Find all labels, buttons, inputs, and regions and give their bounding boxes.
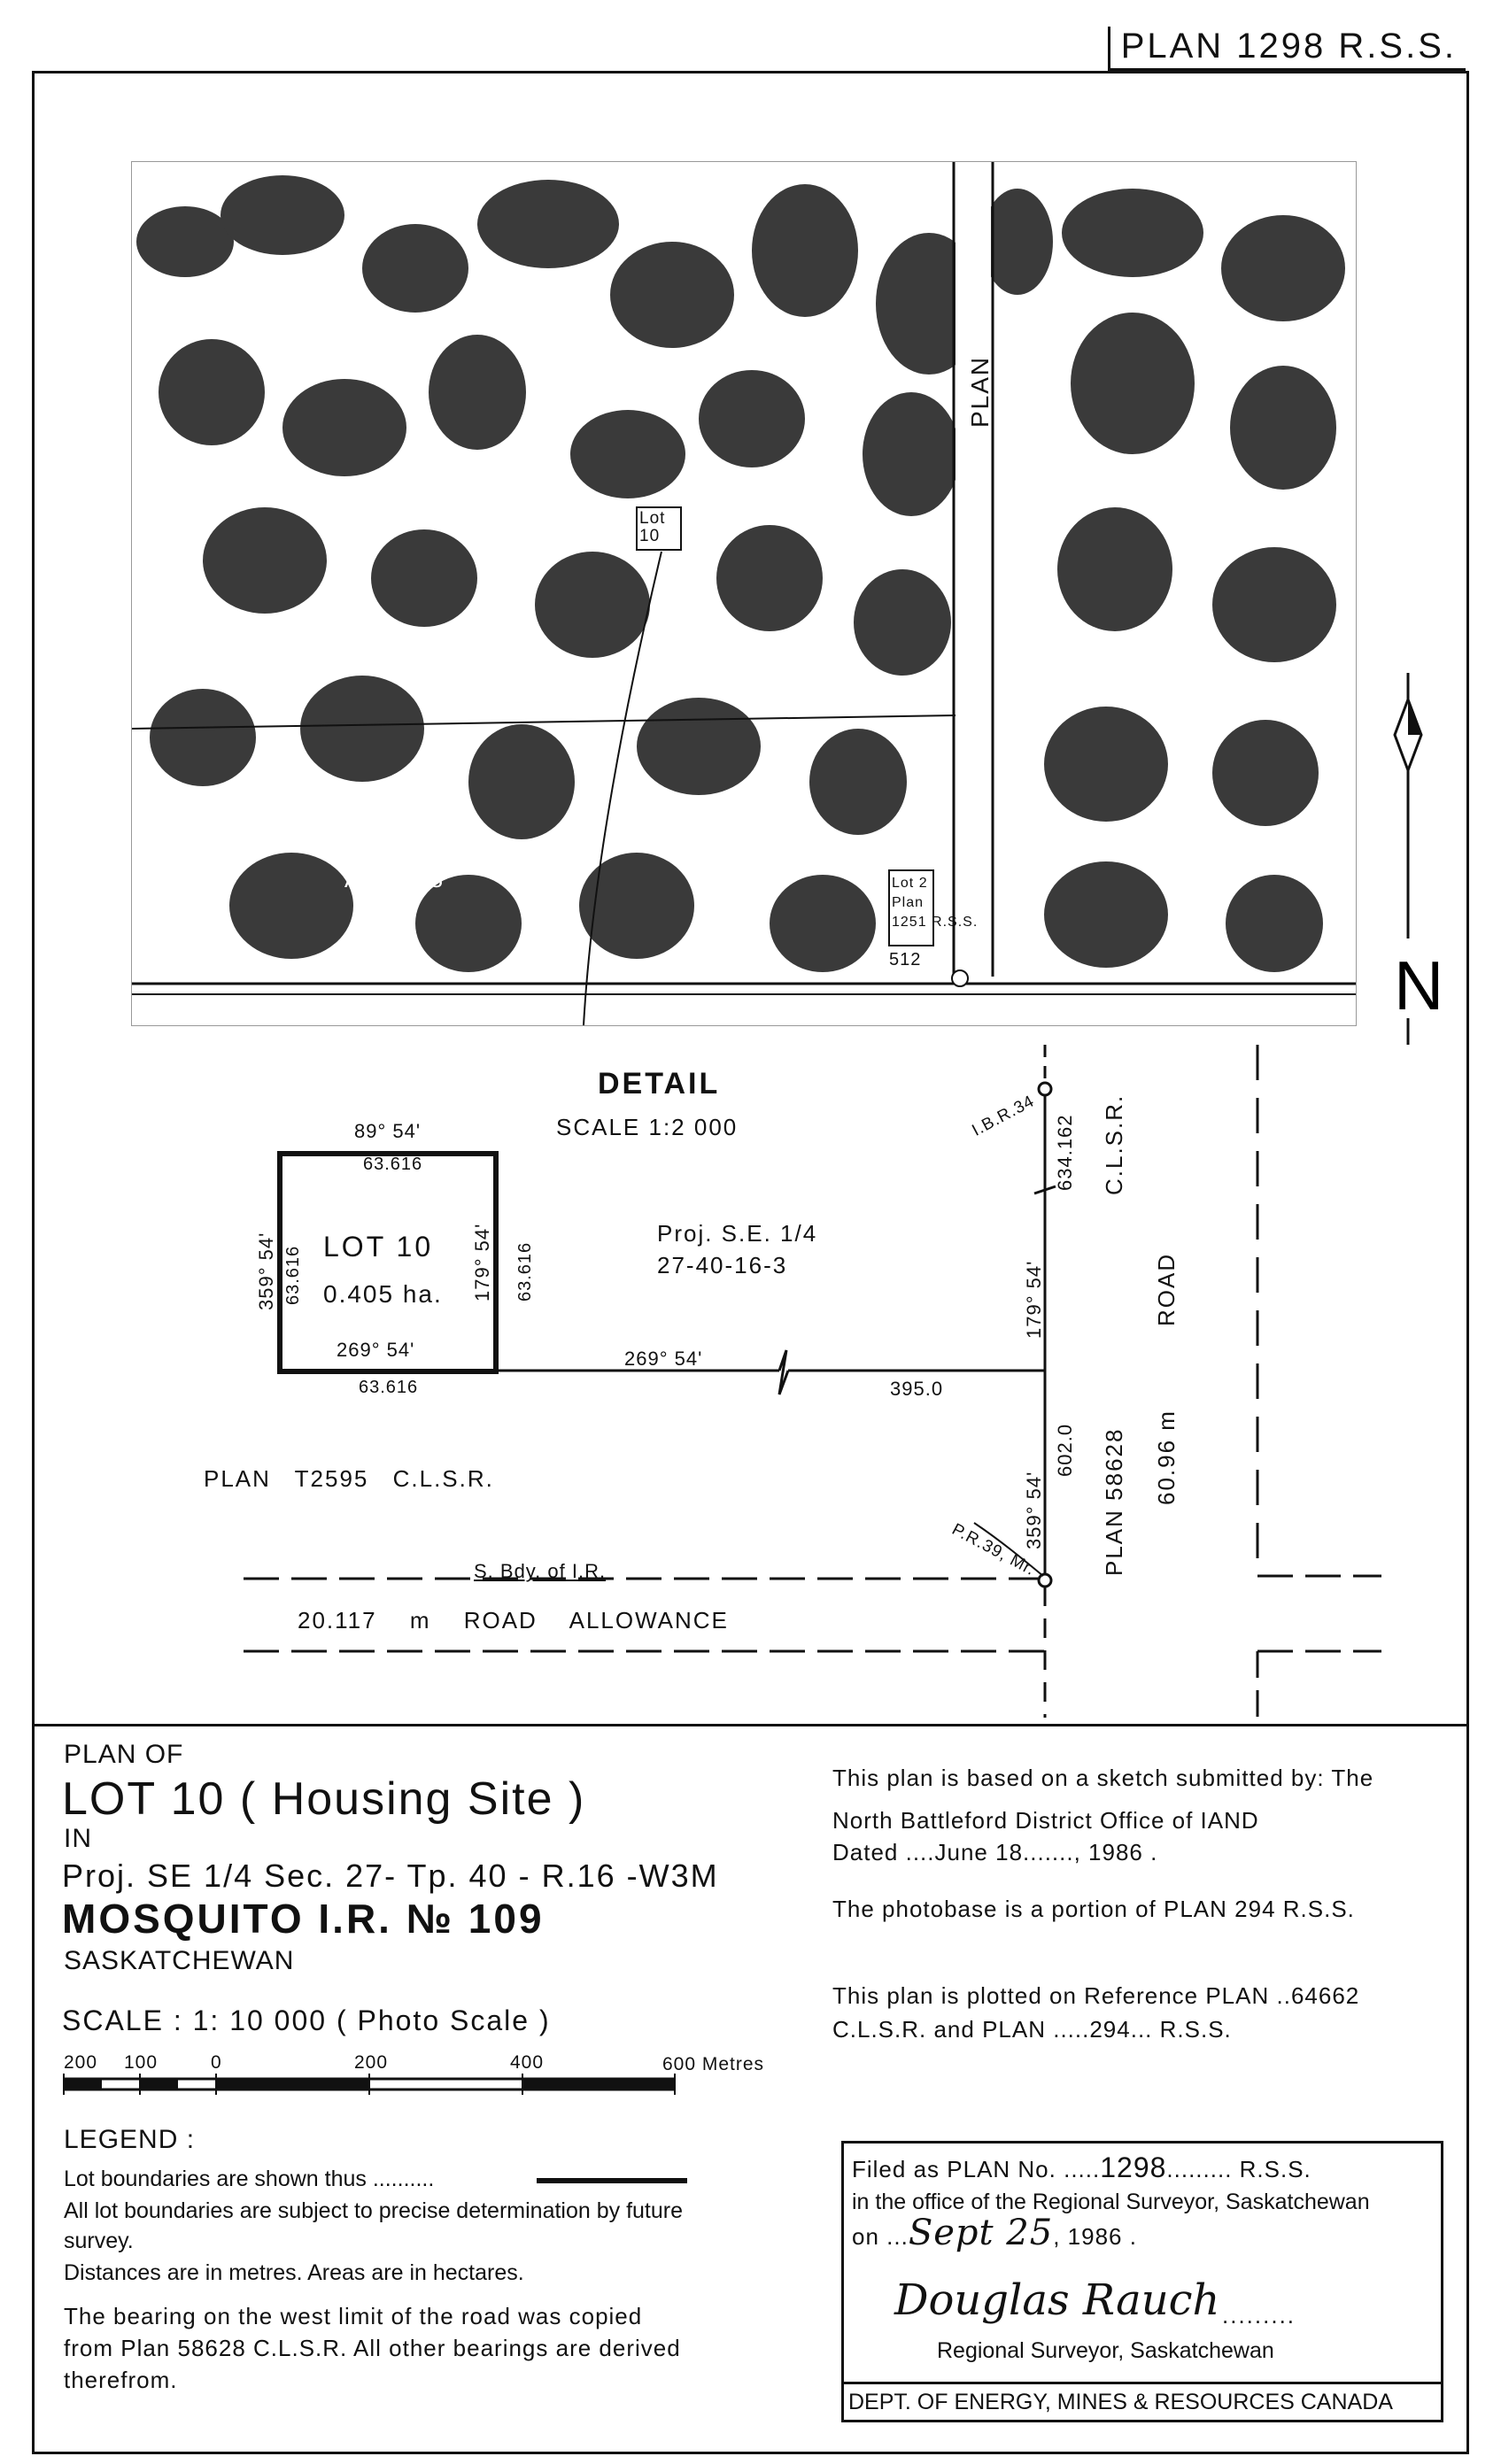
road-plan-label: PLAN 58628 <box>1101 1427 1127 1576</box>
lot-boundary-sample <box>537 2178 687 2183</box>
road-clsr-label: C.L.S.R. <box>1101 1093 1127 1195</box>
scale-tick-4: 400 <box>510 2052 545 2073</box>
plotted-1-prefix: This plan is plotted on Reference PLAN .. <box>832 1982 1291 2009</box>
scale-tick-5: 600 Metres <box>662 2054 765 2074</box>
plan-t2595: PLAN T2595 C.L.S.R. <box>204 1465 494 1492</box>
filed-line3 <box>852 2213 1137 2253</box>
road-allowance: 20.117 m ROAD ALLOWANCE <box>298 1607 729 1634</box>
lot-left-dist: 63.616 <box>283 1245 303 1305</box>
plotted-2-suffix: ... R.S.S. <box>1130 2016 1232 2043</box>
in-label: IN <box>64 1824 92 1853</box>
sbdy-label: S. Bdy. of I.R. <box>474 1560 607 1582</box>
filed-line1 <box>852 2151 1311 2185</box>
legend-2: All lot boundaries are subject to precise determination by future survey. <box>64 2198 683 2253</box>
photo-scale: SCALE : 1: 10 000 ( Photo Scale ) <box>62 2004 551 2036</box>
lot-bottom-bearing: 269° 54' <box>337 1339 415 1361</box>
plotted-2-number: 294 <box>1089 2016 1131 2043</box>
lot-top-bearing: 89° 54' <box>354 1120 422 1142</box>
road-word-label: ROAD <box>1153 1252 1180 1326</box>
photo-area-label: Ag.96.48 <box>344 866 445 892</box>
lot-right-bearing: 179° 54' <box>471 1223 493 1302</box>
photo-texture <box>132 162 1356 1025</box>
dated-date: June 18 <box>934 1839 1024 1865</box>
title-block-divider <box>32 1724 1469 1726</box>
notes-basis-3 <box>832 1836 1157 1868</box>
bearing-179: 179° 54' <box>1023 1260 1045 1339</box>
notes-basis-1: This plan is based on a sketch submitted by: The <box>832 1765 1374 1791</box>
legend-title: LEGEND : <box>64 2125 196 2154</box>
province: SASKATCHEWAN <box>64 1946 295 1975</box>
surveyor-signature: Douglas Rauch <box>894 2275 1220 2325</box>
filed-number: 1298 <box>1100 2151 1167 2183</box>
photo-plan-label: PLAN <box>966 355 994 428</box>
legend-4: The bearing on the west limit of the road was copied from Plan 58628 C.L.S.R. All other bearings are derived therefrom. <box>64 2303 681 2393</box>
detail-scale: SCALE 1:2 000 <box>556 1114 739 1140</box>
dated-suffix: ......., 1986 . <box>1023 1839 1158 1865</box>
signer-title: Regional Surveyor, Saskatchewan <box>937 2338 1274 2363</box>
dist-634: 634.162 <box>1054 1114 1076 1191</box>
filed-on-prefix: on ... <box>852 2223 909 2250</box>
filed-suffix: ......... R.S.S. <box>1166 2156 1311 2182</box>
ibr-label: I.B.R.34 <box>969 1092 1038 1140</box>
detail-title: DETAIL <box>598 1067 721 1101</box>
scale-tick-2: 0 <box>211 2052 222 2073</box>
road-width-label: 60.96 m <box>1153 1410 1180 1505</box>
plan-of: PLAN OF <box>64 1740 184 1769</box>
lot-area: 0.405 ha. <box>323 1280 443 1308</box>
signature-dots: ......... <box>1222 2302 1296 2329</box>
photo-lot10-label: Lot 10 <box>639 509 666 545</box>
scale-tick-0: 200 <box>64 2052 98 2073</box>
lot-name: LOT 10 <box>323 1231 434 1263</box>
proj-line1: Proj. S.E. 1/4 <box>657 1220 818 1247</box>
dist-602: 602.0 <box>1054 1423 1076 1477</box>
lot-bottom-dist: 63.616 <box>359 1378 419 1397</box>
plotted-2-prefix: C.L.S.R. and PLAN ..... <box>832 2016 1090 2043</box>
filed-year: , 1986 . <box>1053 2223 1137 2250</box>
filed-date: Sept 25 <box>908 2213 1054 2253</box>
notes-basis-2: North Battleford District Office of IAND <box>832 1807 1259 1834</box>
line-bearing: 269° 54' <box>624 1348 703 1370</box>
plan-number-header: PLAN 1298 R.S.S. <box>1108 27 1466 71</box>
lot-title: LOT 10 ( Housing Site ) <box>62 1773 586 1825</box>
notes-plotted-1 <box>832 1980 1359 2012</box>
dated-prefix: Dated .... <box>832 1839 935 1865</box>
lot-right-dist: 63.616 <box>515 1241 535 1302</box>
scale-tick-3: 200 <box>354 2052 389 2073</box>
proj-line2: 27-40-16-3 <box>657 1252 788 1278</box>
filed-prefix: Filed as PLAN No. ..... <box>852 2156 1101 2182</box>
lot-left-bearing: 359° 54' <box>255 1232 277 1310</box>
scale-tick-1: 100 <box>124 2052 159 2073</box>
svg-text:N: N <box>1394 946 1444 1024</box>
notes-photobase: The photobase is a portion of PLAN 294 R.S.S. <box>832 1896 1355 1922</box>
bearing-359: 359° 54' <box>1023 1471 1045 1549</box>
legend-1: Lot boundaries are shown thus .......... <box>64 2167 435 2191</box>
location: Proj. SE 1/4 Sec. 27- Tp. 40 - R.16 -W3M <box>62 1858 719 1894</box>
photo-corner-label: 512 <box>889 950 922 969</box>
legend-3: Distances are in metres. Areas are in hectares. <box>64 2260 524 2285</box>
dept-label: DEPT. OF ENERGY, MINES & RESOURCES CANADA <box>841 2382 1443 2422</box>
aerial-photo <box>131 161 1357 1026</box>
north-arrow-icon <box>1381 673 1444 1045</box>
filed-line2: in the office of the Regional Surveyor, Saskatchewan <box>852 2190 1370 2214</box>
plotted-1-number: 64662 <box>1290 1982 1360 2009</box>
detail-linework <box>0 1045 1501 1718</box>
lot-top-dist: 63.616 <box>363 1155 423 1174</box>
pr39-label: P.R.39, Mr. <box>948 1519 1039 1580</box>
line-dist: 395.0 <box>890 1378 944 1400</box>
reserve-name: MOSQUITO I.R. № 109 <box>62 1896 545 1942</box>
scale-bar <box>64 2072 710 2098</box>
photo-lot2-label: Lot 2 Plan 1251 R.S.S. <box>892 876 979 930</box>
notes-plotted-2 <box>832 2013 1232 2045</box>
